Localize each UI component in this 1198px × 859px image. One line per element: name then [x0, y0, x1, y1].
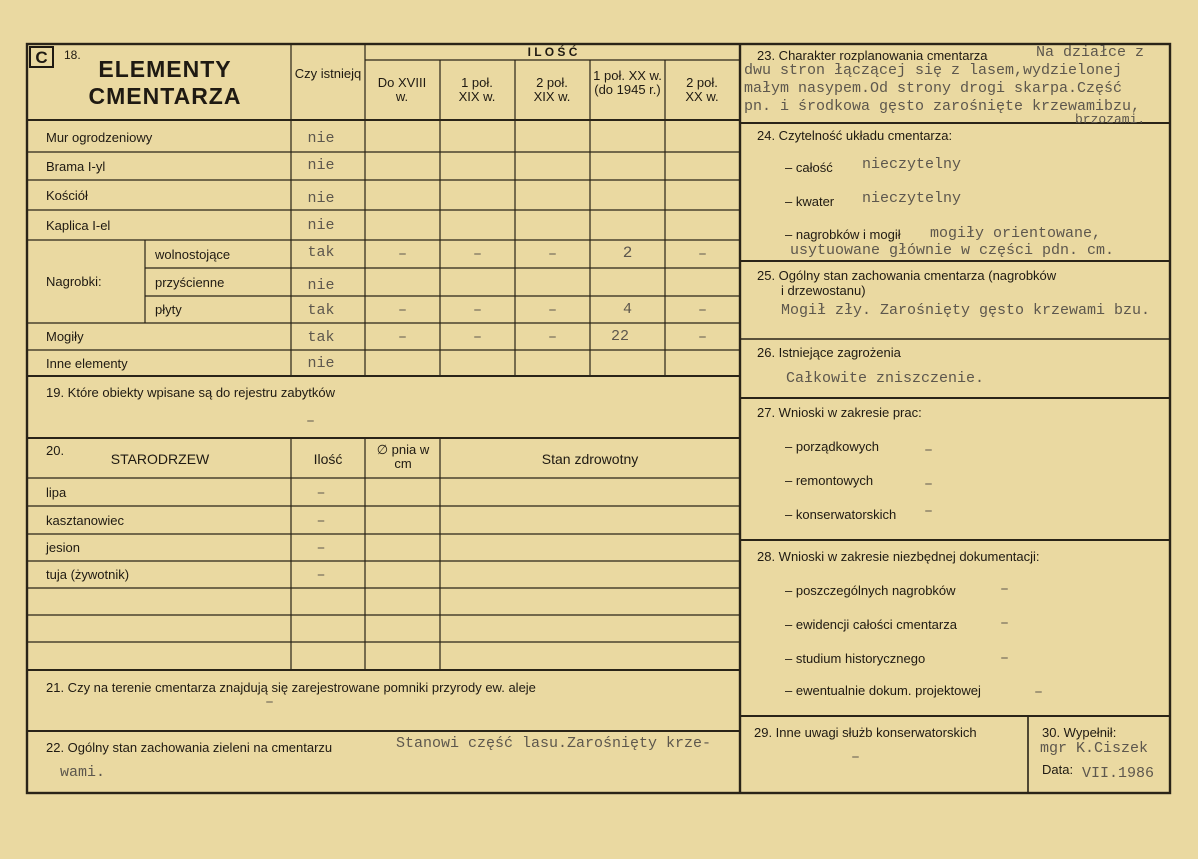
wnioski-prac-value: – [924, 442, 934, 459]
section-28-label: 28. Wnioski w zakresie niezbędnej dokumentacji: [757, 549, 1040, 564]
tree-name: jesion [46, 540, 80, 555]
col-header-1-pol-xix: 1 poł. XIX w. [458, 75, 496, 104]
section-19-label: 19. Które obiekty wpisane są do rejestru zabytków [46, 385, 336, 400]
ilosc-cell: – [547, 302, 557, 319]
czy-value: tak [307, 244, 335, 261]
ilosc-cell: – [547, 246, 557, 263]
ilosc-cell: 22 [610, 328, 629, 345]
wnioski-dok-item: – studium historycznego [785, 651, 926, 666]
czy-value: nie [307, 355, 335, 372]
ilosc-cell: 2 [622, 244, 633, 262]
czy-value: tak [307, 329, 335, 346]
wnioski-prac-item: – remontowych [785, 473, 874, 488]
section-23-line: brzozami. [1075, 112, 1146, 127]
section-21-label: 21. Czy na terenie cmentarza znajdują się zarejestrowane pomniki przyrody ew. aleje [46, 680, 536, 695]
czy-value: nie [307, 130, 335, 147]
col-header-stan-zdrowotny: Stan zdrowotny [541, 451, 639, 467]
czy-value: nie [307, 190, 335, 207]
section-25-label-line2: i drzewostanu) [781, 283, 866, 298]
row-label: Inne elementy [46, 356, 128, 371]
section-23-line: Na działce z [1036, 44, 1145, 61]
row-label: przyścienne [155, 275, 225, 290]
wnioski-dok-value: – [1034, 684, 1044, 701]
ilosc-cell: – [472, 246, 482, 263]
section-23-line: dwu stron łączącej się z lasem,wydzielonej [744, 62, 1123, 79]
col-header-do-xviii: Do XVIII w. [377, 75, 427, 104]
row-label: Brama I-yl [46, 159, 106, 174]
col-header-czy-istnieja: Czy istniejq [294, 66, 362, 81]
section-23-label: 23. Charakter rozplanowania cmentarza [757, 48, 988, 63]
section-21-value: – [265, 694, 275, 711]
tree-name: kasztanowiec [46, 513, 125, 528]
wnioski-prac-value: – [924, 476, 934, 493]
section-letter-box: C [29, 46, 54, 68]
row-label: płyty [155, 302, 182, 317]
section-23-line: pn. i środkowa gęsto zarośnięte krzewamibzu, [744, 98, 1141, 115]
section-22-label: 22. Ogólny stan zachowania zieleni na cmentarzu [46, 740, 333, 755]
ilosc-cell: – [697, 246, 707, 263]
col-header-ilosc-drzew: Ilość [313, 451, 343, 467]
czy-value: nie [307, 277, 335, 294]
calosc-label: – całość [785, 160, 833, 175]
ilosc-cell: – [697, 329, 707, 346]
ilosc-cell: – [472, 302, 482, 319]
tree-ilosc: – [316, 567, 326, 584]
ilosc-cell: – [697, 302, 707, 319]
section-26-value: Całkowite zniszczenie. [786, 370, 985, 387]
czy-value: nie [307, 217, 335, 234]
section-26-label: 26. Istniejące zagrożenia [757, 345, 901, 360]
wnioski-prac-item: – porządkowych [785, 439, 879, 454]
wnioski-prac-value: – [924, 503, 934, 520]
ilosc-cell: – [397, 302, 407, 319]
wypelnil-name: mgr K.Ciszek [1040, 740, 1149, 757]
ilosc-cell: – [397, 246, 407, 263]
tree-ilosc: – [316, 485, 326, 502]
section-29-value: – [851, 749, 861, 766]
starodrzew-title: STARODRZEW [110, 451, 210, 467]
wnioski-dok-item: – ewentualnie dokum. projektowej [785, 683, 981, 698]
col-header-pnia: ∅ pnia w cm [376, 442, 430, 471]
data-value: VII.1986 [1082, 765, 1155, 782]
nagrobkow-value-line1: mogiły orientowane, [930, 225, 1102, 242]
col-header-2-pol-xx: 2 poł. XX w. [685, 75, 719, 104]
wnioski-dok-value: – [1000, 650, 1010, 667]
nagrobkow-value-line2: usytuowane głównie w części pdn. cm. [790, 242, 1115, 259]
tree-name: lipa [46, 485, 67, 500]
section-23-line: małym nasypem.Od strony drogi skarpa.Część [744, 80, 1123, 97]
wnioski-dok-value: – [1000, 615, 1010, 632]
ilosc-cell: – [397, 329, 407, 346]
czy-value: nie [307, 157, 335, 174]
ilosc-cell: 4 [622, 301, 632, 318]
nagrobkow-label: – nagrobków i mogił [785, 227, 901, 242]
row-label: Kościół [46, 188, 88, 203]
section-20-number: 20. [46, 443, 65, 458]
section-18-title-line2: CMENTARZA [88, 83, 242, 109]
section-22-value-line2: wami. [60, 764, 106, 781]
section-25-label-line1: 25. Ogólny stan zachowania cmentarza (nagrobków [757, 268, 1057, 283]
row-label: Kaplica I-el [46, 218, 111, 233]
wnioski-dok-value: – [1000, 581, 1010, 598]
section-19-value: – [306, 413, 316, 430]
section-18-title-line1: ELEMENTY [98, 56, 232, 82]
row-label: Mur ogrodzeniowy [46, 130, 153, 145]
ilosc-cell: – [547, 329, 557, 346]
kwater-label: – kwater [785, 194, 835, 209]
section-18-number: 18. [64, 48, 81, 62]
row-label: wolnostojące [155, 247, 231, 262]
section-29-label: 29. Inne uwagi służb konserwatorskich [754, 725, 977, 740]
tree-name: tuja (żywotnik) [46, 567, 130, 582]
col-header-1-pol-xx: 1 poł. XX w. (do 1945 r.) [593, 68, 662, 97]
kwater-value: nieczytelny [862, 190, 962, 207]
section-30-label: 30. Wypełnił: [1042, 725, 1117, 740]
ilosc-cell: – [472, 329, 482, 346]
col-header-ilosc: I L O Ś Ć [527, 45, 578, 59]
wnioski-prac-item: – konserwatorskich [785, 507, 897, 522]
col-header-2-pol-xix: 2 poł. XIX w. [533, 75, 571, 104]
calosc-value: nieczytelny [862, 156, 962, 173]
tree-ilosc: – [316, 540, 326, 557]
data-label: Data: [1042, 762, 1074, 777]
section-22-value-line1: Stanowi część lasu.Zarośnięty krze- [396, 735, 712, 752]
section-25-value: Mogił zły. Zarośnięty gęsto krzewami bzu. [781, 302, 1151, 319]
row-label: Mogiły [46, 329, 84, 344]
section-27-label: 27. Wnioski w zakresie prac: [757, 405, 922, 420]
wnioski-dok-item: – ewidencji całości cmentarza [785, 617, 957, 632]
wnioski-dok-item: – poszczególnych nagrobków [785, 583, 956, 598]
section-24-label: 24. Czytelność układu cmentarza: [757, 128, 953, 143]
tree-ilosc: – [316, 513, 326, 530]
czy-value: tak [307, 302, 335, 319]
nagrobki-label: Nagrobki: [46, 274, 102, 289]
